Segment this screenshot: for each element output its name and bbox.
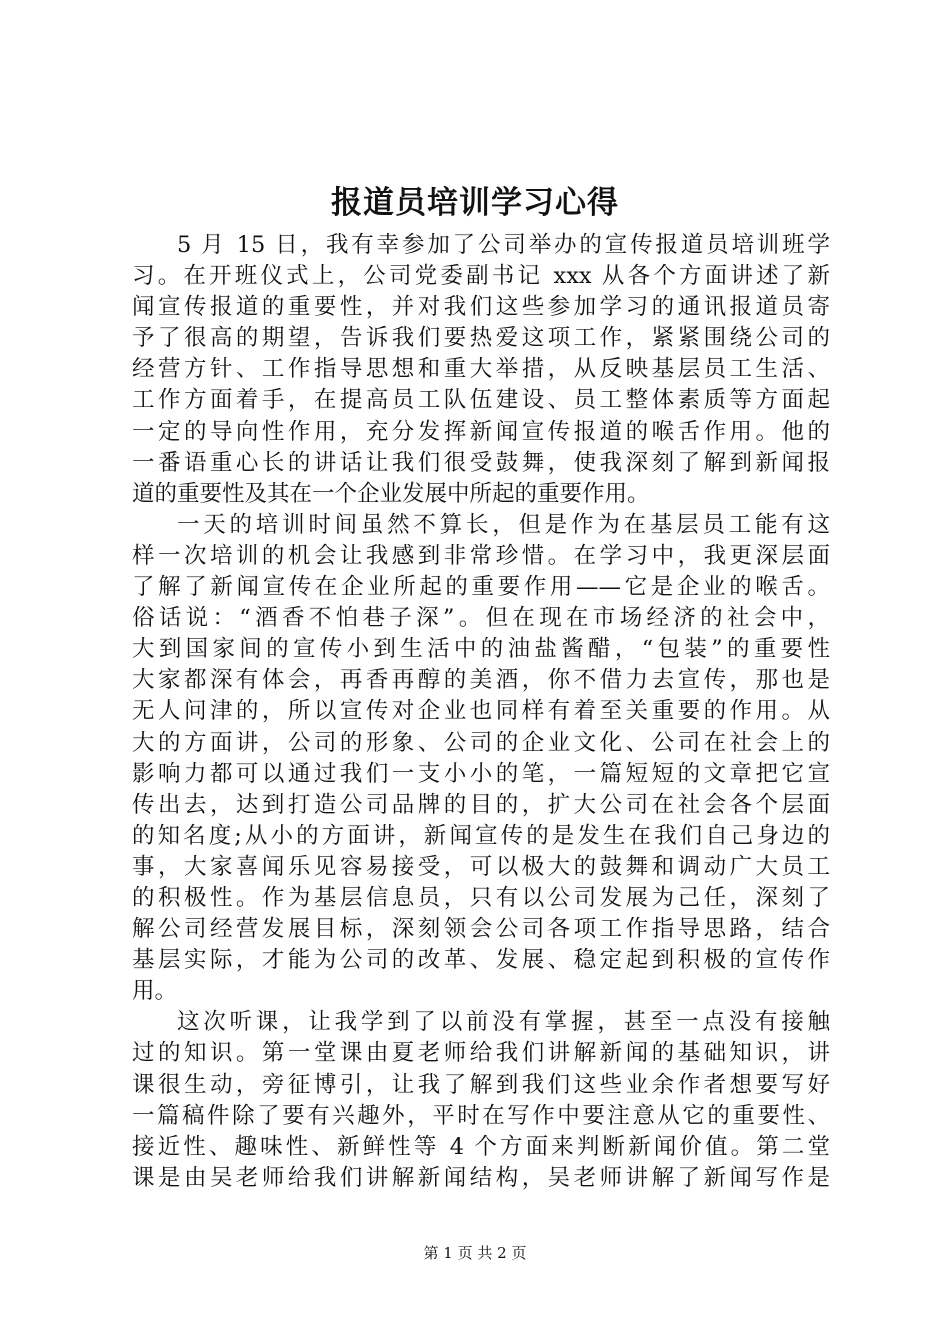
paragraph-2-line: 了解了新闻宣传在企业所起的重要作用——它是企业的喉舌。 <box>132 574 830 601</box>
paragraph-2-line: 样一次培训的机会让我感到非常珍惜。在学习中，我更深层面 <box>132 542 830 569</box>
paragraph-2-line: 无人问津的，所以宣传对企业也同样有着至关重要的作用。从 <box>132 698 830 725</box>
paragraph-3-line: 接近性、趣味性、新鲜性等 4 个方面来判断新闻价值。第二堂 <box>132 1133 830 1160</box>
paragraph-1-line: 一番语重心长的讲话让我们很受鼓舞，使我深刻了解到新闻报 <box>132 449 830 476</box>
page-number-footer: 第 1 页 共 2 页 <box>423 1244 527 1262</box>
paragraph-2-line: 事，大家喜闻乐见容易接受，可以极大的鼓舞和调动广大员工 <box>132 853 830 880</box>
paragraph-2-line: 大的方面讲，公司的形象、公司的企业文化、公司在社会上的 <box>132 729 830 756</box>
paragraph-2-line: 大到国家间的宣传小到生活中的油盐酱醋，“包装”的重要性 <box>132 636 830 663</box>
paragraph-1-line: 予了很高的期望，告诉我们要热爱这项工作，紧紧围绕公司的 <box>132 325 830 352</box>
paragraph-1-line: 习。在开班仪式上，公司党委副书记 xxx 从各个方面讲述了新 <box>132 263 830 290</box>
document-body <box>132 230 830 1194</box>
paragraph-3-line: 一篇稿件除了要有兴趣外，平时在写作中要注意从它的重要性、 <box>132 1102 830 1129</box>
paragraph-3-line: 课是由吴老师给我们讲解新闻结构，吴老师讲解了新闻写作是 <box>132 1164 830 1191</box>
paragraph-1-line: 闻宣传报道的重要性，并对我们这些参加学习的通讯报道员寄 <box>132 294 830 321</box>
paragraph-1-line: 经营方针、工作指导思想和重大举措，从反映基层员工生活、 <box>132 356 830 383</box>
paragraph-3-line: 这次听课，让我学到了以前没有掌握，甚至一点没有接触 <box>177 1009 830 1036</box>
document-title: 报道员培训学习心得 <box>331 185 619 221</box>
paragraph-1-line: 一定的导向性作用，充分发挥新闻宣传报道的喉舌作用。他的 <box>132 418 830 445</box>
paragraph-1-line: 5 月 15 日，我有幸参加了公司举办的宣传报道员培训班学 <box>177 232 830 258</box>
paragraph-2-line: 解公司经营发展目标，深刻领会公司各项工作指导思路，结合 <box>132 916 830 943</box>
paragraph-2-line: 一天的培训时间虽然不算长，但是作为在基层员工能有这 <box>177 511 830 538</box>
paragraph-1-line: 道的重要性及其在一个企业发展中所起的重要作用。 <box>132 480 650 507</box>
paragraph-2-line: 传出去，达到打造公司品牌的目的，扩大公司在社会各个层面 <box>132 791 830 818</box>
paragraph-2-line: 大家都深有体会，再香再醇的美酒，你不借力去宣传，那也是 <box>132 667 830 694</box>
paragraph-2-line: 的知名度;从小的方面讲，新闻宣传的是发生在我们自己身边的 <box>132 822 830 849</box>
paragraph-2-line: 的积极性。作为基层信息员，只有以公司发展为己任，深刻了 <box>132 884 830 911</box>
paragraph-3-line: 过的知识。第一堂课由夏老师给我们讲解新闻的基础知识，讲 <box>132 1040 830 1067</box>
paragraph-1-line: 工作方面着手，在提高员工队伍建设、员工整体素质等方面起 <box>132 387 830 414</box>
paragraph-2-line: 用。 <box>132 978 178 1005</box>
paragraph-3-line: 课很生动，旁征博引，让我了解到我们这些业余作者想要写好 <box>132 1071 830 1098</box>
paragraph-2-line: 俗话说：“酒香不怕巷子深”。但在现在市场经济的社会中， <box>132 605 830 632</box>
paragraph-2-line: 基层实际，才能为公司的改革、发展、稳定起到积极的宣传作 <box>132 947 830 974</box>
paragraph-2-line: 影响力都可以通过我们一支小小的笔，一篇短短的文章把它宣 <box>132 760 830 787</box>
